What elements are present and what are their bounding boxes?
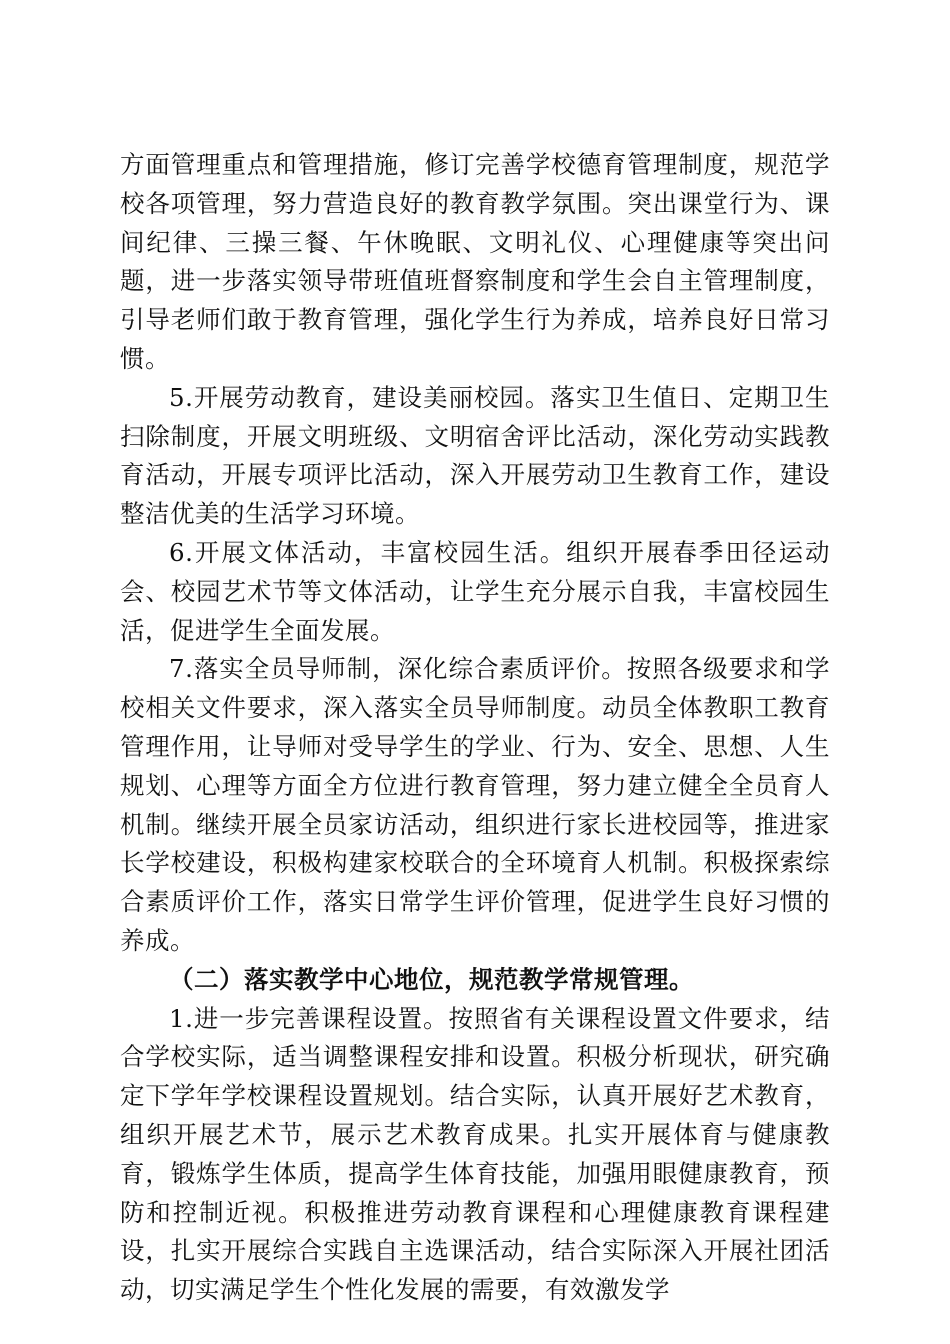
document-page [120, 146, 830, 1310]
body-paragraph-item-5: 5.开展劳动教育，建设美丽校园。落实卫生值日、定期卫生扫除制度，开展文明班级、文明宿舍评比活动，深化劳动实践教育活动，开展专项评比活动，深入开展劳动卫生教育工作，建设整洁优美的生活学习环境。 [120, 382, 830, 529]
body-paragraph-continued: 方面管理重点和管理措施，修订完善学校德育管理制度，规范学校各项管理，努力营造良好的教育教学氛围。突出课堂行为、课间纪律、三操三餐、午休晚眠、文明礼仪、心理健康等突出问题，进一步落实领导带班值班督察制度和学生会自主管理制度，引导老师们敢于教育管理，强化学生行为养成，培养良好日常习惯。 [120, 150, 830, 373]
body-paragraph-item-7: 7.落实全员导师制，深化综合素质评价。按照各级要求和学校相关文件要求，深入落实全员导师制度。动员全体教职工教育管理作用，让导师对受导学生的学业、行为、安全、思想、人生规划、心理等方面全方位进行教育管理，努力建立健全全员育人机制。继续开展全员家访活动，组织进行家长进校园等，推进家长学校建设，积极构建家校联合的全环境育人机制。积极探索综合素质评价工作，落实日常学生评价管理，促进学生良好习惯的养成。 [120, 654, 830, 955]
body-paragraph-item-1: 1.进一步完善课程设置。按照省有关课程设置文件要求，结合学校实际，适当调整课程安排和设置。积极分析现状，研究确定下学年学校课程设置规划。结合实际，认真开展好艺术教育，组织开展艺术节，展示艺术教育成果。扎实开展体育与健康教育，锻炼学生体质，提高学生体育技能，加强用眼健康教育，预防和控制近视。积极推进劳动教育课程和心理健康教育课程建设，扎实开展综合实践自主选课活动，结合实际深入开展社团活动，切实满足学生个性化发展的需要，有效激发学 [120, 1003, 830, 1305]
body-paragraph-item-6: 6.开展文体活动，丰富校园生活。组织开展春季田径运动会、校园艺术节等文体活动，让学生充分展示自我，丰富校园生活，促进学生全面发展。 [120, 537, 830, 645]
section-heading-2: （二）落实教学中心地位，规范教学常规管理。 [169, 964, 694, 994]
